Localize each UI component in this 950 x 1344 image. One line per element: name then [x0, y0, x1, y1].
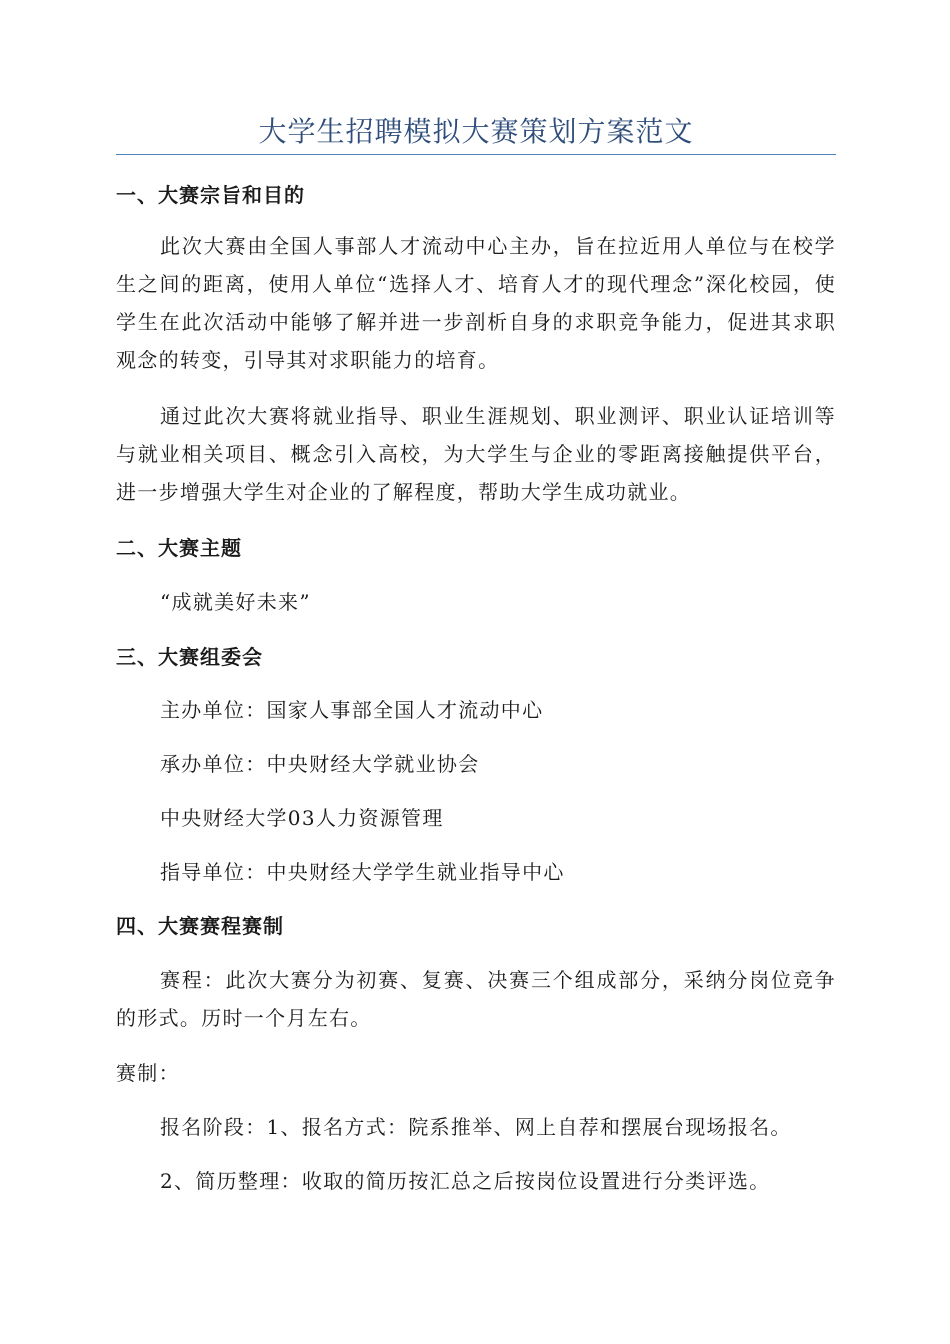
section-heading-committee: 三、大赛组委会: [116, 645, 263, 669]
committee-co-organizer: 中央财经大学03人力资源管理: [160, 806, 444, 830]
rules-resume: 2、简历整理：收取的简历按汇总之后按岗位设置进行分类评选。: [160, 1169, 771, 1193]
committee-host: 主办单位：国家人事部全国人才流动中心: [160, 698, 544, 722]
document-title: 大学生招聘模拟大赛策划方案范文: [258, 115, 694, 148]
rules-signup: 报名阶段：1、报名方式：院系推举、网上自荐和摆展台现场报名。: [160, 1115, 792, 1139]
section-heading-schedule: 四、大赛赛程赛制: [116, 914, 284, 938]
theme-text: “成就美好未来”: [160, 590, 311, 614]
committee-guide: 指导单位：中央财经大学学生就业指导中心: [160, 860, 565, 884]
rules-label: 赛制：: [116, 1061, 180, 1085]
paragraph-schedule: 赛程：此次大赛分为初赛、复赛、决赛三个组成部分，采纳分岗位竞争的形式。历时一个月左右。: [116, 968, 836, 1030]
paragraph-purpose-2: 通过此次大赛将就业指导、职业生涯规划、职业测评、职业认证培训等与就业相关项目、概念引入高校，为大学生与企业的零距离接触提供平台，进一步增强大学生对企业的了解程度，帮助大学生成功就业。: [116, 404, 836, 504]
title-underline: [116, 154, 836, 155]
paragraph-purpose-1: 此次大赛由全国人事部人才流动中心主办，旨在拉近用人单位与在校学生之间的距离，使用人单位“选择人才、培育人才的现代理念”深化校园，使学生在此次活动中能够了解并进一步剖析自身的求职竞争能力，促进其求职观念的转变，引导其对求职能力的培育。: [116, 234, 836, 372]
section-heading-purpose: 一、大赛宗旨和目的: [116, 183, 305, 207]
committee-organizer: 承办单位：中央财经大学就业协会: [160, 752, 480, 776]
section-heading-theme: 二、大赛主题: [116, 536, 242, 560]
